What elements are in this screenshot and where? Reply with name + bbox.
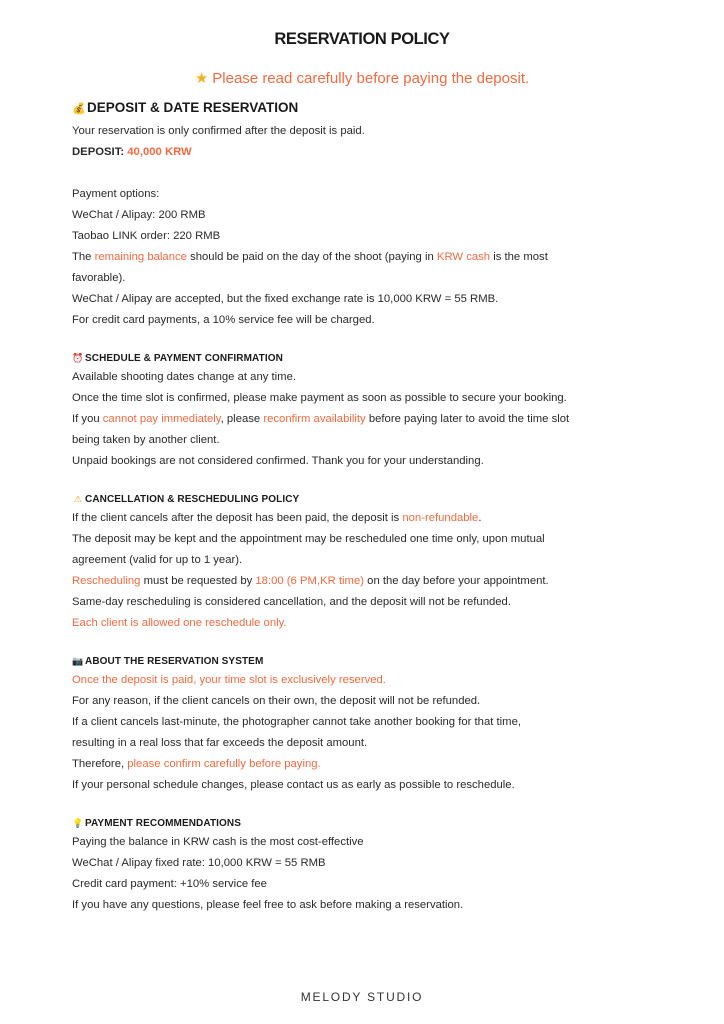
page-title: RESERVATION POLICY — [274, 30, 450, 48]
reservation-system-line: resulting in a real loss that far exceeds the deposit amount. — [72, 737, 368, 749]
star-icon: ★ — [194, 70, 209, 87]
recommendation-line: WeChat / Alipay fixed rate: 10,000 KRW = 55 RMB — [72, 857, 326, 869]
recommendation-line: Paying the balance in KRW cash is the most cost-effective — [72, 836, 364, 848]
cancellation-line: The deposit may be kept and the appointment may be rescheduled one time only, upon mutual — [72, 533, 545, 545]
payment-options-title: Payment options: — [72, 188, 160, 200]
camera-icon: 📷 — [72, 656, 84, 666]
notice-text: Please read carefully before paying the deposit. — [212, 70, 530, 87]
schedule-line: Unpaid bookings are not considered confirmed. Thank you for your understanding. — [72, 455, 484, 467]
cancellation-line: Each client is allowed one reschedule only. — [72, 617, 287, 629]
reservation-system-line: Once the deposit is paid, your time slot is exclusively reserved. — [72, 674, 386, 686]
deposit-amount: 40,000 KRW — [127, 146, 192, 158]
cancellation-line: agreement (valid for up to 1 year). — [72, 554, 243, 566]
section-schedule-heading: ⏰SCHEDULE & PAYMENT CONFIRMATION — [72, 349, 692, 367]
reservation-system-line: If a client cancels last-minute, the photographer cannot take another booking for that time, — [72, 716, 522, 728]
money-bag-icon: 💰 — [72, 103, 86, 115]
section-payment-recommendations-heading: 💡PAYMENT RECOMMENDATIONS — [72, 814, 692, 832]
cancellation-line: If the client cancels after the deposit has been paid, the deposit is non-refundable. — [72, 512, 482, 524]
reservation-system-line: For any reason, if the client cancels on their own, the deposit will not be refunded. — [72, 695, 481, 707]
deposit-confirm-line: Your reservation is only confirmed after the deposit is paid. — [72, 125, 365, 137]
warning-icon: ⚠ — [73, 494, 83, 504]
payment-option-taobao: Taobao LINK order: 220 RMB — [72, 230, 221, 242]
light-bulb-icon: 💡 — [72, 818, 84, 828]
footer-brand: MELODY STUDIO — [300, 990, 424, 1004]
cancellation-line: Rescheduling must be requested by 18:00 (6 PM,KR time) on the day before your appointment. — [72, 575, 549, 587]
reservation-system-line: Therefore, please confirm carefully before paying. — [72, 758, 321, 770]
schedule-line: Once the time slot is confirmed, please make payment as soon as possible to secure your booking. — [72, 392, 567, 404]
section-reservation-system-heading: 📷ABOUT THE RESERVATION SYSTEM — [72, 652, 692, 670]
notice-subtitle — [0, 69, 724, 87]
alarm-clock-icon: ⏰ — [72, 353, 84, 363]
section-deposit-heading: 💰DEPOSIT & DATE RESERVATION — [72, 98, 692, 118]
deposit-amount-line: DEPOSIT: 40,000 KRW — [72, 146, 192, 158]
policy-content — [72, 98, 692, 916]
schedule-line: Available shooting dates change at any time. — [72, 371, 296, 383]
section-cancellation-heading: ⚠ CANCELLATION & RESCHEDULING POLICY — [72, 490, 692, 508]
recommendation-line: If you have any questions, please feel free to ask before making a reservation. — [72, 899, 464, 911]
schedule-line: being taken by another client. — [72, 434, 220, 446]
exchange-rate-line: WeChat / Alipay are accepted, but the fixed exchange rate is 10,000 KRW = 55 RMB. — [72, 293, 499, 305]
recommendation-line: Credit card payment: +10% service fee — [72, 878, 267, 890]
card-fee-line: For credit card payments, a 10% service fee will be charged. — [72, 314, 375, 326]
payment-option-wechat: WeChat / Alipay: 200 RMB — [72, 209, 206, 221]
balance-line: The remaining balance should be paid on the day of the shoot (paying in KRW cash is the most — [72, 251, 548, 263]
reservation-system-line: If your personal schedule changes, please contact us as early as possible to reschedule. — [72, 779, 515, 791]
balance-line-cont: favorable). — [72, 272, 126, 284]
schedule-line: If you cannot pay immediately, please reconfirm availability before paying later to avoid the time slot — [72, 413, 570, 425]
cancellation-line: Same-day rescheduling is considered cancellation, and the deposit will not be refunded. — [72, 596, 511, 608]
